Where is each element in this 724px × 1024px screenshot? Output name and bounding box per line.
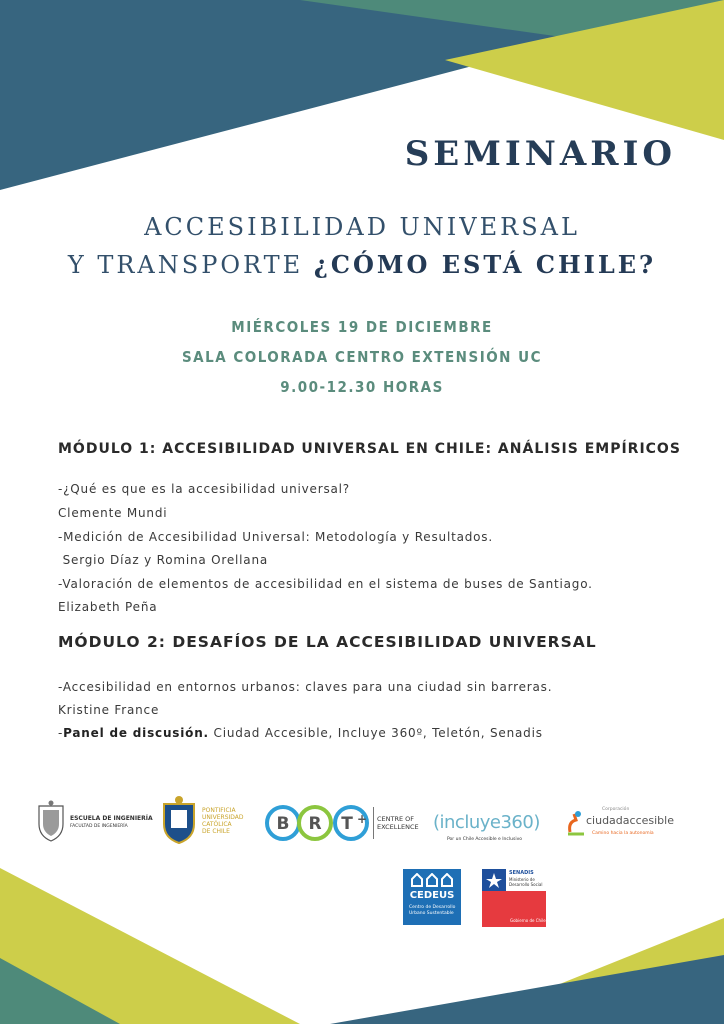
- incluye-name: (incluye360): [433, 812, 540, 833]
- ciudad-tagline: Camino hacia la autonomía: [592, 831, 654, 836]
- module-2-line: Kristine France: [58, 703, 160, 717]
- event-time: 9.00-12.30 HORAS: [280, 378, 444, 396]
- module-1-line: -¿Qué es que es la accesibilidad universal?: [58, 482, 350, 496]
- puc-line1: PONTIFICIA: [202, 807, 236, 814]
- ingenieria-crest-icon: [36, 800, 66, 842]
- event-title-emphasis: ¿CÓMO ESTÁ CHILE?: [313, 250, 657, 279]
- puc-line3: CATÓLICA: [202, 821, 232, 828]
- senadis-name: SENADIS: [509, 870, 534, 876]
- chile-star-icon: [482, 869, 506, 891]
- senadis-footer: Gobierno de Chile: [510, 918, 546, 923]
- senadis-line1: Ministerio de: [509, 877, 535, 882]
- event-title-line2-prefix: Y TRANSPORTE: [67, 251, 314, 279]
- module-1-line: Clemente Mundi: [58, 506, 168, 520]
- puc-line2: UNIVERSIDAD: [202, 814, 244, 821]
- brt-letter: R: [308, 814, 322, 834]
- event-title-line1: ACCESIBILIDAD UNIVERSAL: [144, 213, 580, 241]
- event-date: MIÉRCOLES 19 DE DICIEMBRE: [231, 318, 493, 336]
- brt-letter: B: [276, 814, 290, 834]
- cedeus-houses-icon: [410, 873, 454, 887]
- ciudad-accesible-logo: [566, 806, 678, 844]
- ciudad-small: Corporación: [602, 807, 630, 812]
- brt-letter: T: [341, 814, 353, 834]
- module-2-line: -Accesibilidad en entornos urbanos: claves para una ciudad sin barreras.: [58, 680, 553, 694]
- cedeus-name: CEDEUS: [409, 890, 455, 901]
- panel-text: Ciudad Accesible, Incluye 360º, Teletón, Senadis: [208, 726, 543, 740]
- panel-line: [58, 726, 698, 740]
- puc-line4: DE CHILE: [202, 828, 230, 835]
- cedeus-line1: Centro de Desarrollo: [409, 905, 456, 910]
- brt-circles-icon: [265, 803, 375, 843]
- escuela-ingenieria-logo: [36, 800, 156, 844]
- puc-shield-icon: [162, 796, 196, 844]
- module-1-line: Sergio Díaz y Romina Orellana: [58, 553, 269, 567]
- cedeus-line2: Urbano Sustentable: [409, 911, 454, 916]
- panel-prefix: -: [58, 726, 64, 740]
- module-1-line: -Valoración de elementos de accesibilidad en el sistema de buses de Santiago.: [58, 577, 593, 591]
- cedeus-logo: [403, 869, 461, 925]
- panel-label: Panel de discusión.: [63, 726, 209, 740]
- ciudad-figure-icon: [566, 810, 586, 836]
- senadis-logo: [482, 869, 546, 927]
- module-1-line: -Medición de Accesibilidad Universal: Metodología y Resultados.: [58, 530, 493, 544]
- module-2-heading: MÓDULO 2: DESAFÍOS DE LA ACCESIBILIDAD UNIVERSAL: [58, 633, 597, 651]
- puc-logo: [162, 796, 254, 848]
- incluye-tagline: Por un Chile Accesible e Inclusivo: [447, 837, 522, 842]
- event-title-line2: [0, 250, 724, 279]
- module-1-line: Elizabeth Peña: [58, 600, 158, 614]
- event-venue: SALA COLORADA CENTRO EXTENSIÓN UC: [181, 348, 543, 366]
- brt-logo: [265, 803, 430, 847]
- ciudad-name: ciudadaccesible: [586, 814, 674, 827]
- module-1-heading: MÓDULO 1: ACCESIBILIDAD UNIVERSAL EN CHILE: ANÁLISIS EMPÍRICOS: [58, 441, 681, 457]
- brt-letter: +: [356, 812, 368, 826]
- ingenieria-line1: ESCUELA DE INGENIERÍA: [70, 815, 153, 822]
- brt-line1: CENTRE OF: [377, 815, 415, 823]
- event-kicker: SEMINARIO: [404, 134, 676, 174]
- brt-divider: [373, 807, 374, 839]
- ingenieria-line2: FACULTAD DE INGENIERÍA: [70, 824, 128, 829]
- brt-line2: EXCELLENCE: [377, 823, 419, 831]
- incluye360-logo: [433, 812, 555, 848]
- senadis-line2: Desarrollo Social: [509, 882, 543, 887]
